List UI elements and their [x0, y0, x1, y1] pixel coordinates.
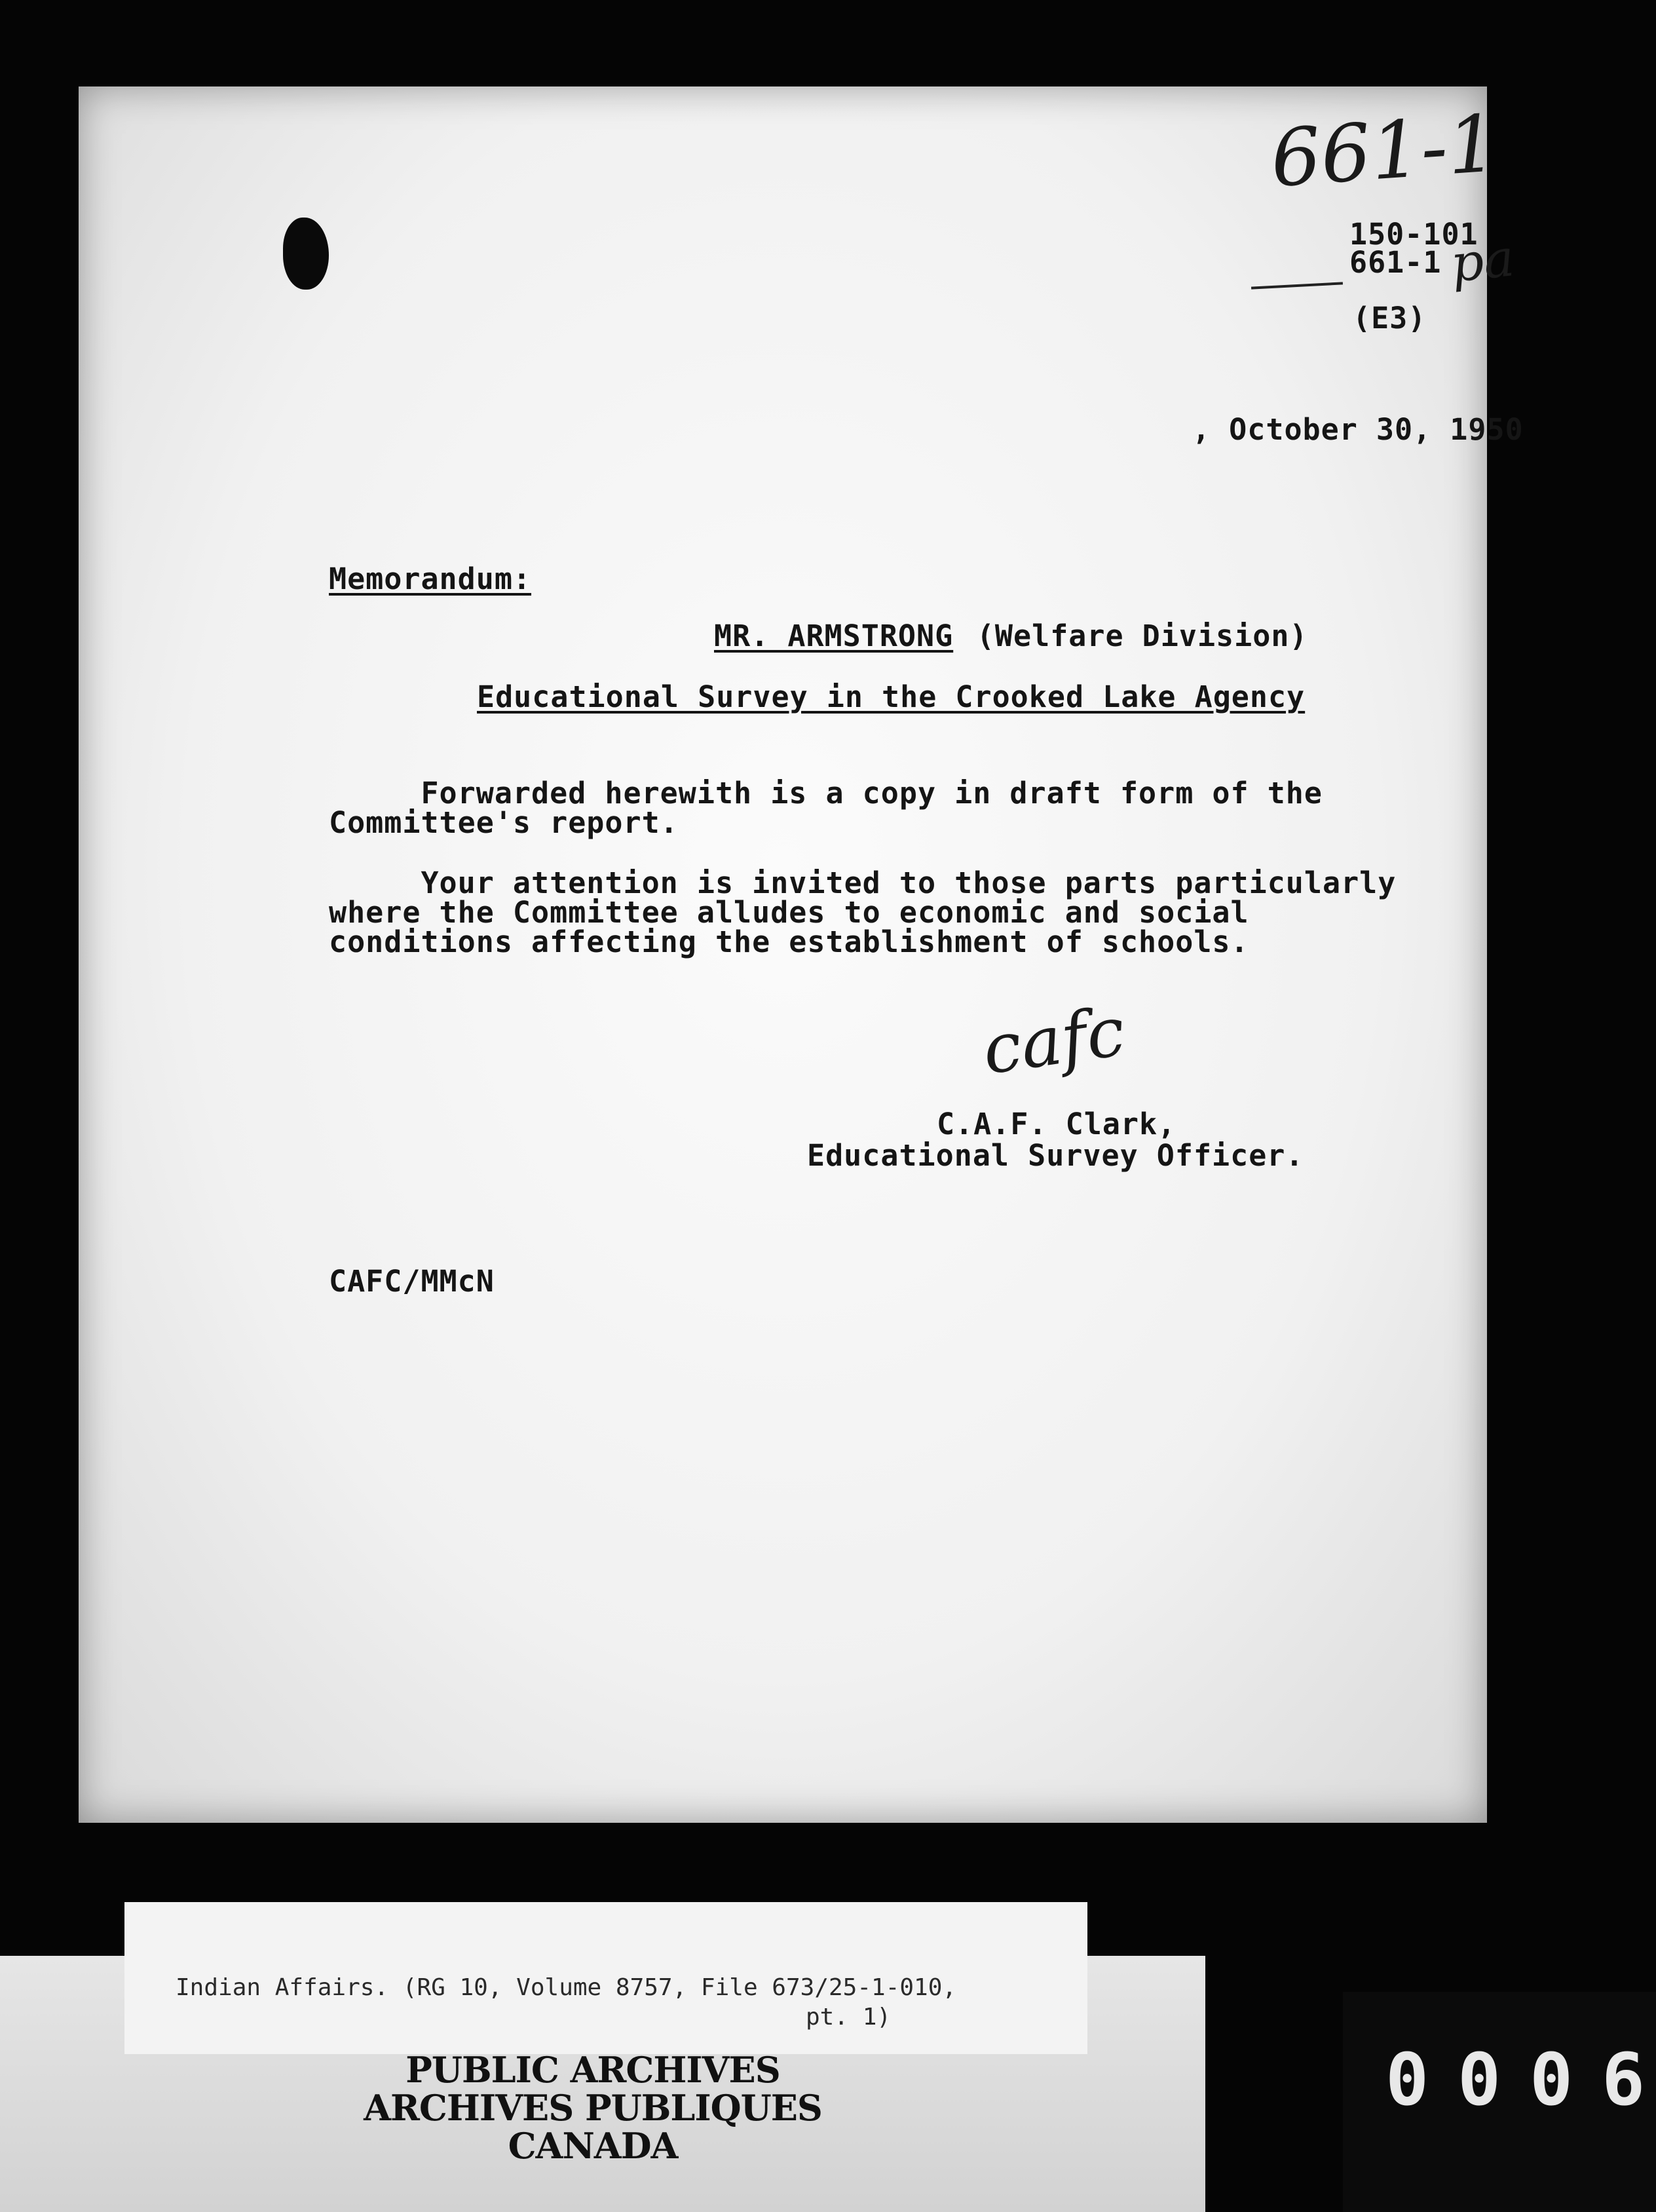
- file-reference-1: 150-101: [1349, 217, 1478, 252]
- memo-recipient-division: (Welfare Division): [976, 619, 1308, 653]
- memo-recipient: MR. ARMSTRONG: [714, 619, 954, 653]
- punch-hole-mark: [283, 218, 329, 290]
- handwritten-signature: cafc: [977, 991, 1130, 1090]
- signer-name: C.A.F. Clark,: [937, 1107, 1176, 1141]
- handwritten-initials: pa: [1448, 229, 1517, 294]
- counter-digit-4: 6: [1602, 2038, 1646, 2122]
- signer-title: Educational Survey Officer.: [807, 1138, 1304, 1173]
- memo-paragraph-2-line-1: Your attention is invited to those parts particularly: [329, 866, 1397, 900]
- archive-label-line-1: Indian Affairs. (RG 10, Volume 8757, File 673/25-1-010,: [176, 1974, 957, 2001]
- archive-stamp: [233, 2051, 953, 2165]
- memo-paragraph-2-line-2: where the Committee alludes to economic and social: [329, 895, 1249, 930]
- handwritten-file-number: 661-1: [1268, 98, 1501, 205]
- memo-paragraph-1-line-1: Forwarded herewith is a copy in draft form of the: [329, 776, 1323, 810]
- file-reference-2: 661-1: [1349, 245, 1442, 280]
- archive-label-line-2: pt. 1): [806, 2004, 892, 2031]
- counter-digit-3: 0: [1530, 2038, 1573, 2122]
- archive-label: [124, 1902, 1087, 2054]
- stamp-line-2: ARCHIVES PUBLIQUES: [364, 2087, 822, 2129]
- initials-reference: CAFC/MMcN: [329, 1264, 495, 1299]
- stamp-line-1: PUBLIC ARCHIVES: [405, 2049, 780, 2091]
- document-page: [79, 86, 1524, 1823]
- memo-paragraph-2-line-3: conditions affecting the establishment of schools.: [329, 925, 1249, 959]
- memo-heading: Memorandum:: [329, 562, 532, 596]
- memo-date: , October 30, 1950: [1192, 412, 1524, 447]
- counter-digit-2: 0: [1458, 2038, 1501, 2122]
- memo-paragraph-1-line-2: Committee's report.: [329, 805, 679, 840]
- stamp-line-3: CANADA: [508, 2125, 678, 2167]
- counter-digit-1: 0: [1385, 2038, 1429, 2122]
- code-e3: (E3): [1353, 301, 1427, 335]
- memo-subject: Educational Survey in the Crooked Lake Agency: [477, 679, 1306, 714]
- memo-recipient-line: [714, 620, 1308, 652]
- handwritten-arrow-line: [1251, 282, 1343, 289]
- film-frame-counter: [1343, 1992, 1656, 2212]
